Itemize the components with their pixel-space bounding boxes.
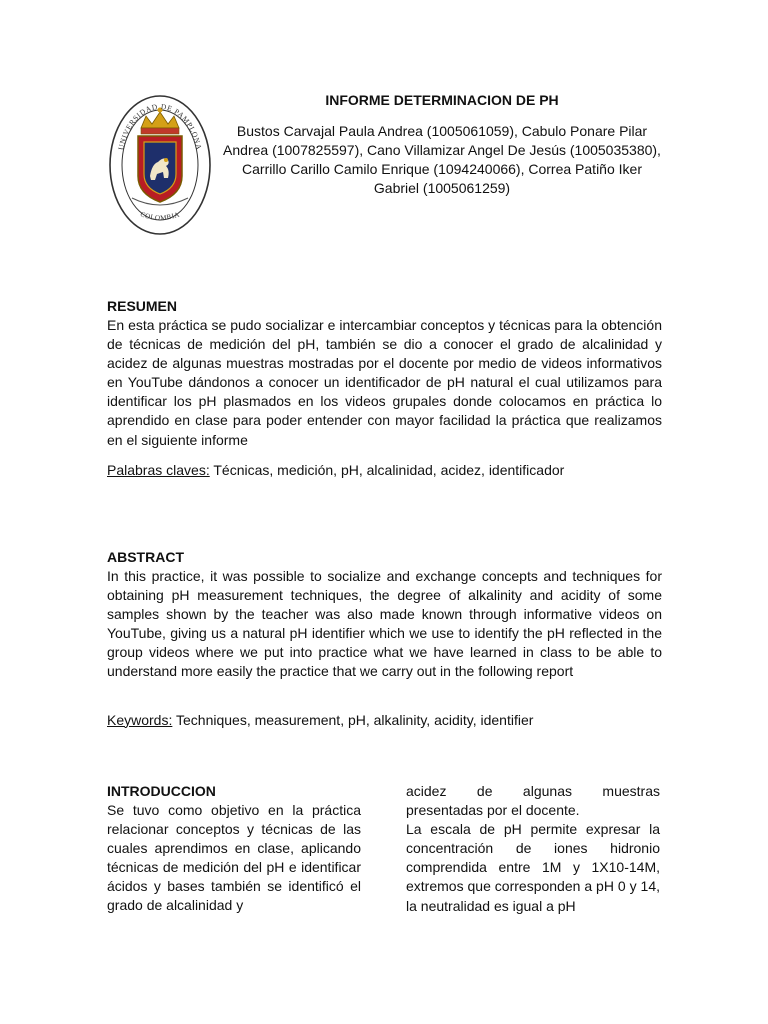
authors-list: Bustos Carvajal Paula Andrea (1005061059), Cabulo Ponare Pilar Andrea (1007825597), Cano Villamizar Angel De Jesús (1005035380), Carrillo Carillo Camilo Enrique (1094240066), Correa Patiño Iker Gabriel (1005061259) (223, 123, 661, 196)
resumen-heading: RESUMEN (107, 298, 178, 314)
abstract-section (107, 548, 662, 730)
introduccion-right-column (406, 782, 660, 916)
abstract-keywords (107, 711, 662, 730)
introduccion-left-column (107, 782, 361, 916)
svg-text:UNIVERSIDAD DE PAMPLONA: UNIVERSIDAD DE PAMPLONA (116, 101, 204, 151)
introduccion-right-body-1: acidez de algunas muestras presentadas por el docente. (406, 783, 660, 819)
report-title: INFORME DETERMINACION DE PH (325, 92, 559, 108)
resumen-body: En esta práctica se pudo socializar e intercambiar conceptos y técnicas para la obtención de técnicas de medición del pH, también se dio a conocer el grado de alcalinidad y acidez de algunas muestras mostradas por el docente por medio de videos informativos en YouTube dándonos a conocer un identificador de pH natural el cual utilizamos para identificar los pH plasmados en los videos grupales donde colocamos en práctica lo aprendido en clase para poder entender con mayor facilidad la práctica que realizamos en el siguiente informe (107, 317, 662, 448)
introduccion-heading: INTRODUCCION (107, 783, 216, 799)
resumen-section (107, 297, 662, 480)
university-seal-logo (108, 94, 212, 236)
resumen-keywords (107, 461, 662, 480)
resumen-keywords-label: Palabras claves: (107, 461, 210, 478)
introduccion-left-body: Se tuvo como objetivo en la práctica relacionar conceptos y técnicas de las cuales aprendimos en clase, aplicando técnicas de medición del pH e identificar ácidos y bases también se identificó el grado de alcalinidad y (107, 802, 361, 914)
abstract-body: In this practice, it was possible to socialize and exchange concepts and techniques for obtaining pH measurement techniques, the degree of alkalinity and acidity of some samples shown by the teacher was also made known through informative videos on YouTube, giving us a natural pH identifier which we use to identify the pH reflected in the group videos where we put into practice what we have learned in class to be able to understand more easily the practice that we carry out in the following report (107, 568, 662, 680)
abstract-heading: ABSTRACT (107, 549, 184, 565)
abstract-keywords-label: Keywords: (107, 711, 173, 728)
abstract-keywords-text: Techniques, measurement, pH, alkalinity, acidity, identifier (172, 711, 534, 728)
svg-text:COLOMBIA: COLOMBIA (139, 210, 181, 223)
resumen-keywords-text: Técnicas, medición, pH, alcalinidad, acidez, identificador (209, 461, 565, 478)
introduccion-right-body-2: La escala de pH permite expresar la concentración de iones hidronio comprendida entre 1M y 1X10-14M, extremos que corresponden a pH 0 y 14, la neutralidad es igual a pH (406, 821, 660, 914)
